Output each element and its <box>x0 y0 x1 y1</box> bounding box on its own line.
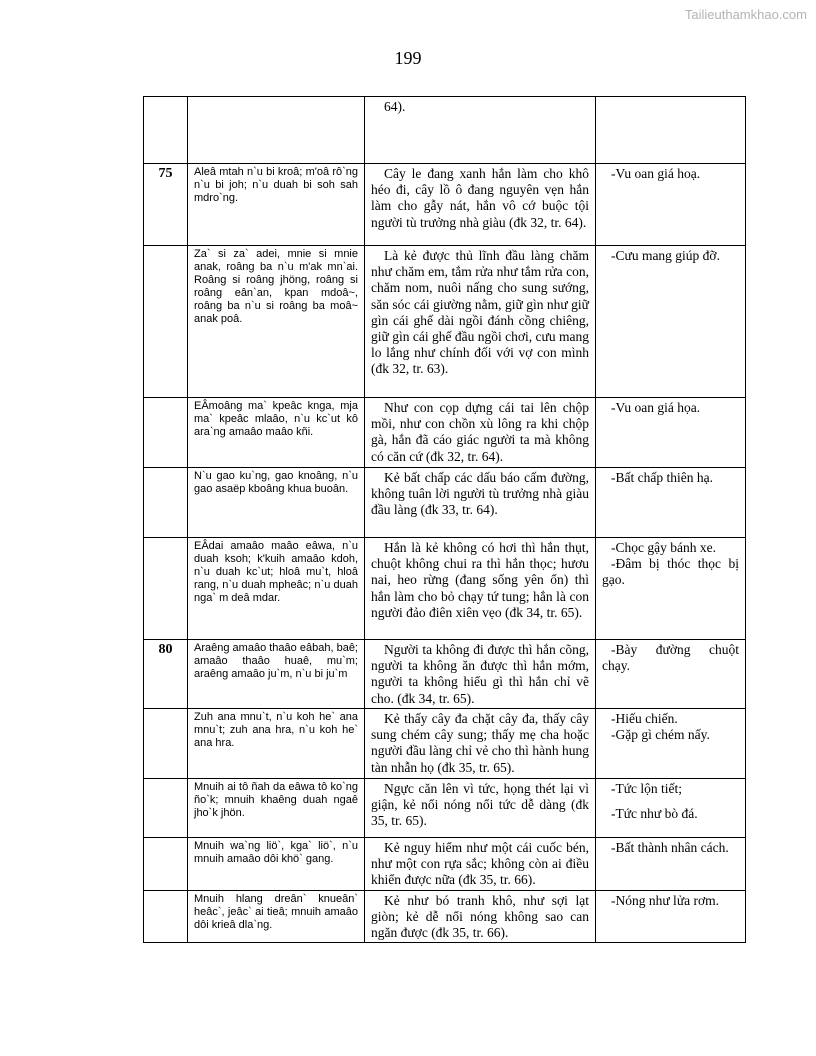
translation-text: Kẻ như bó tranh khô, như sợi lạt giòn; kẻ dễ nổi nóng không sao can ngăn được (đk 35, tr. 66). <box>371 892 589 941</box>
meaning-text: -Đâm bị thóc thọc bị gạo. <box>602 556 739 588</box>
page-number: 199 <box>394 48 422 68</box>
ede-text <box>188 97 365 164</box>
meaning-text: -Cưu mang giúp đỡ. <box>611 248 720 263</box>
meaning-cell <box>596 398 746 468</box>
row-number <box>144 838 188 891</box>
ede-text: Mnuih hlang dreân` knueân` heâc`, jeâc` ai tieâ; mnuih amaâo dôi krieâ dla`ng. <box>188 890 365 943</box>
translation <box>365 890 596 943</box>
translation-text: Kẻ nguy hiểm như một cái cuốc bén, như một con rựa sắc; không còn ai điều khiển được nữa (đk 35, tr. 66). <box>371 840 589 888</box>
meaning-cell <box>596 97 746 164</box>
ede-text: Mnuih wa`ng liö`, kga` liö`, n`u mnuih amaâo dôi khö` gang. <box>188 838 365 891</box>
meaning-cell <box>596 246 746 398</box>
translation-text: Ngực căn lên vì tức, họng thét lại vì giận, kẻ nổi nóng nổi tức dễ dàng (đk 35, tr. 65). <box>371 781 589 829</box>
proverb-table <box>143 96 746 943</box>
meaning-cell <box>596 779 746 838</box>
translation <box>365 538 596 640</box>
row-number <box>144 890 188 943</box>
table-row <box>144 709 746 779</box>
table-row <box>144 779 746 838</box>
row-number <box>144 538 188 640</box>
row-number <box>144 398 188 468</box>
table-row <box>144 538 746 640</box>
table-row <box>144 398 746 468</box>
translation <box>365 164 596 246</box>
ede-text: EÂdai amaâo maâo eâwa, n`u duah ksoh; k'kuih amaâo kdoh, n`u duah kc`ut; hloâ mu`t, hloâ rang, n`u duah mpheâc; n`u duah nga` m deâ mdar. <box>188 538 365 640</box>
meaning-text: -Nóng như lửa rơm. <box>611 892 720 908</box>
translation <box>365 468 596 538</box>
translation <box>365 97 596 164</box>
meaning-text: -Vu oan giá họa. <box>611 400 701 415</box>
translation-text: Cây le đang xanh hắn làm cho khô héo đi, cây lồ ô đang nguyên vẹn hắn làm cho gẫy nát, hắn vô cớ buộc tội người tù trưởng nhà giàu (đk 32, tr. 64). <box>371 166 589 230</box>
table-row <box>144 246 746 398</box>
meaning-text: -Chọc gậy bánh xe. <box>611 540 716 555</box>
row-number <box>144 246 188 398</box>
ede-text: EÂmoâng ma` kpeâc knga, mja ma` kpeâc mlaâo, n`u kc`ut kô ara`ng amaâo maâo kñi. <box>188 398 365 468</box>
table-row <box>144 97 746 164</box>
ede-text: Aleâ mtah n`u bi kroâ; m'oâ rô`ng n`u bi joh; n`u duah bi soh sah mdro`ng. <box>188 164 365 246</box>
ede-text: Araêng amaâo thaâo eâbah, baê; amaâo thaâo huaê, mu`m; araêng amaâo ju`m, n`u bi ju`m <box>188 640 365 709</box>
table-row <box>144 838 746 891</box>
row-number <box>144 709 188 779</box>
row-number <box>144 779 188 838</box>
translation-text: 64). <box>384 99 406 114</box>
table-row <box>144 640 746 709</box>
meaning-text: -Vu oan giá hoạ. <box>611 166 701 181</box>
translation-text: Như con cọp dựng cái tai lên chộp mồi, như con chồn xù lông ra khi chộp gà, hắn đã cáo giác người ta mà không có căn cứ (đk 32, tr. 64). <box>371 400 589 464</box>
row-number <box>144 97 188 164</box>
translation-text: Kẻ thấy cây đa chặt cây đa, thấy cây sung chém cây sung; thấy mẹ cha hoặc người đầu làng chỉ vẻ cho thì hành hung tàn nhẫn họ (đk 35, tr. 65). <box>371 711 589 775</box>
ede-text: Mnuih ai tô ñah da eâwa tô ko`ng ño`k; mnuih khaêng duah ngaê jho`k jhön. <box>188 779 365 838</box>
watermark: Tailieuthamkhao.com <box>684 7 807 22</box>
meaning-cell <box>596 164 746 246</box>
meaning-text: -Tức lộn tiết; <box>611 781 683 796</box>
translation <box>365 838 596 891</box>
meaning-cell <box>596 468 746 538</box>
translation-text: Hắn là kẻ không có hơi thì hắn thụt, chuột không chui ra thì hắn thọc; hươu nai, heo rừng (đang sống yên ổn) thì hắn làm cho bỏ chạy tứ tung; hắn là con người đảo điên xiên vẹo (đk 34, tr. 65). <box>371 540 589 620</box>
table-row <box>144 468 746 538</box>
meaning-text: -Hiếu chiến. <box>611 711 678 726</box>
ede-text: N`u gao ku`ng, gao knoâng, n`u gao asaëp kboâng khua buoân. <box>188 468 365 538</box>
meaning-text: -Bất chấp thiên hạ. <box>611 470 713 485</box>
translation <box>365 779 596 838</box>
translation-text: Kẻ bất chấp các dấu báo cấm đường, không tuân lời người tù trưởng nhà giàu đầu làng (đk 33, tr. 64). <box>371 470 589 518</box>
meaning-cell <box>596 538 746 640</box>
row-number: 75 <box>144 164 188 246</box>
meaning-cell <box>596 838 746 891</box>
translation <box>365 709 596 779</box>
meaning-text: -Bày đường chuột chạy. <box>602 642 739 674</box>
meaning-cell <box>596 890 746 943</box>
table-row <box>144 890 746 943</box>
ede-text: Za` si za` adei, mnie si mnie anak, roâng ba n`u m'ak mn`ai. Roâng si roâng jhöng, roâng si roâng eân`an, kpan mdoâ~, roâng ba n`u si roâng ba moâ~ anak poâ. <box>188 246 365 398</box>
translation <box>365 640 596 709</box>
meaning-text: -Gặp gì chém nấy. <box>611 727 710 743</box>
translation-text: Là kẻ được thủ lĩnh đầu làng chăm như chăm em, tắm rửa như tắm rửa con, chăm nom, nuôi nấng cho sung sướng, săn sóc cái giường nằm, giữ gìn như giữ gìn cái ghế dài ngồi đánh cồng chiêng, giữ gìn cái ghế đầu ngồi chơi, cưu mang lo lắng như chính đối với vợ con mình (đk 32, tr. 63). <box>371 248 589 377</box>
translation <box>365 246 596 398</box>
meaning-text: -Tức như bò đá. <box>611 806 698 822</box>
row-number: 80 <box>144 640 188 709</box>
meaning-text: -Bất thành nhân cách. <box>611 840 729 855</box>
table-row <box>144 164 746 246</box>
translation-text: Người ta không đi được thì hắn cõng, người ta không ăn được thì hắn mớm, người ta không hiểu gì thì hắn chỉ vẽ cho. (đk 34, tr. 65). <box>371 642 589 706</box>
meaning-cell <box>596 709 746 779</box>
ede-text: Zuh ana mnu`t, n`u koh he` ana mnu`t; zuh ana hra, n`u koh he` ana hra. <box>188 709 365 779</box>
meaning-cell <box>596 640 746 709</box>
translation <box>365 398 596 468</box>
row-number <box>144 468 188 538</box>
